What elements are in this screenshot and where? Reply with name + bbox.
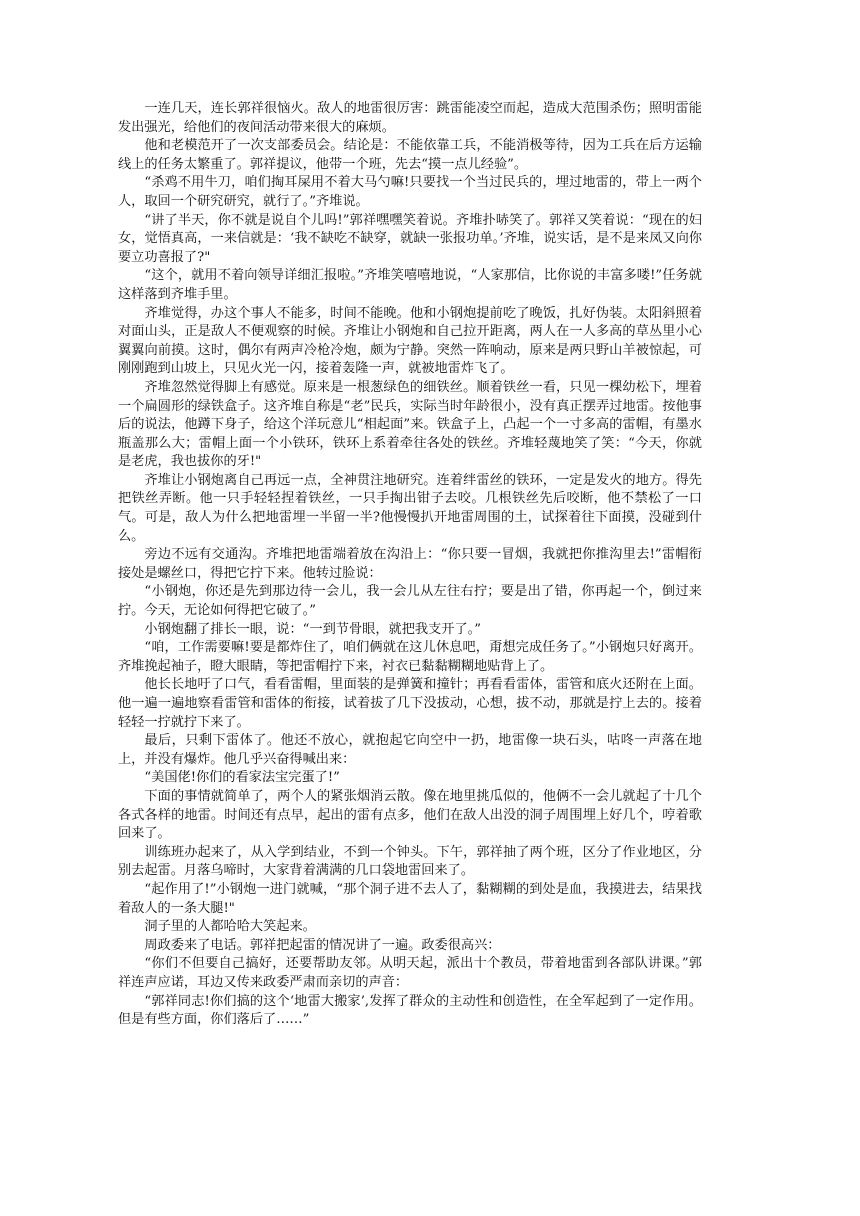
paragraph: “讲了半天，你不就是说自个儿吗!”郭祥嘿嘿笑着说。齐堆扑哧笑了。郭祥又笑着说：“现在的妇女，觉悟真高，一来信就是：‘我不缺吃不缺穿，就缺一张报功单。’齐堆，说实话，是不是来凤又向你要立功喜报了?" bbox=[118, 212, 702, 265]
paragraph: “杀鸡不用牛刀，咱们掏耳屎用不着大马勺嘛!只要找一个当过民兵的，埋过地雷的，带上一两个人，取回一个研究研究，就行了。”齐堆说。 bbox=[118, 175, 702, 209]
paragraph: “郭祥同志!你们搞的这个‘地雷大搬家’,发挥了群众的主动性和创造性，在全军起到了一定作用。但是有些方面，你们落后了……” bbox=[118, 993, 702, 1028]
paragraph: 他长长地吁了口气，看看雷帽，里面装的是弹簧和撞针；再看看雷体，雷管和底火还附在上面。他一遍一遍地察看雷管和雷体的衔接，试着拔了几下没拔动，心想，拔不动，那就是拧上去的。接着轻轻一拧就拧下来了。 bbox=[118, 677, 702, 730]
paragraph: 最后，只剩下雷体了。他还不放心，就抱起它向空中一扔，地雷像一块石头，咕咚一声落在地上，并没有爆炸。他几乎兴奋得喊出来： bbox=[118, 733, 702, 767]
paragraph: “你们不但要自己搞好，还要帮助友邻。从明天起，派出十个教员，带着地雷到各部队讲课。”郭祥连声应诺，耳边又传来政委严肃而亲切的声音： bbox=[118, 956, 702, 990]
paragraph: 一连几天，连长郭祥很恼火。敌人的地雷很厉害：跳雷能凌空而起，造成大范围杀伤；照明雷能发出强光，给他们的夜间活动带来很大的麻烦。 bbox=[118, 101, 702, 135]
paragraph: 齐堆让小钢炮离自己再远一点，全神贯注地研究。连着绊雷丝的铁环，一定是发火的地方。得先把铁丝弄断。他一只手轻轻捏着铁丝，一只手掏出钳子去咬。几根铁丝先后咬断，他不禁松了一口气。可是，敌人为什么把地雷埋一半留一半?他慢慢扒开地雷周围的土，试探着往下面摸，没碰到什么。 bbox=[118, 472, 702, 544]
paragraph: “这个，就用不着向领导详细汇报啦。”齐堆笑嘻嘻地说，“人家那信，比你说的丰富多喽!”任务就这样落到齐堆手里。 bbox=[118, 268, 702, 302]
paragraph: 齐堆觉得，办这个事人不能多，时间不能晚。他和小钢炮提前吃了晚饭，扎好伪装。太阳斜照着对面山头，正是敌人不便观察的时候。齐堆让小钢炮和自己拉开距离，两人在一人多高的草丛里小心翼翼向前摸。这时，偶尔有两声冷枪冷炮，颇为宁静。突然一阵响动，原来是两只野山羊被惊起，可刚刚跑到山坡上，只见火光一闪，接着轰隆一声，就被地雷炸飞了。 bbox=[118, 305, 702, 377]
paragraph: “咱，工作需要嘛!要是都炸住了，咱们俩就在这儿休息吧，甭想完成任务了。”小钢炮只好离开。齐堆挽起袖子，瞪大眼睛，等把雷帽拧下来，衬衣已黏黏糊糊地贴背上了。 bbox=[118, 640, 702, 674]
paragraph: “起作用了!”小钢炮一进门就喊，“那个洞子进不去人了，黏糊糊的到处是血，我摸进去，结果找着敌人的一条大腿!" bbox=[118, 881, 702, 916]
paragraph: 旁边不远有交通沟。齐堆把地雷端着放在沟沿上：“你只要一冒烟，我就把你推沟里去!”雷帽衔接处是螺丝口，得把它拧下来。他转过脸说： bbox=[118, 547, 702, 581]
paragraph: 周政委来了电话。郭祥把起雷的情况讲了一遍。政委很高兴： bbox=[144, 937, 501, 953]
article-body bbox=[118, 100, 702, 1030]
paragraph: 训练班办起来了，从入学到结业，不到一个钟头。下午，郭祥抽了两个班，区分了作业地区，分别去起雷。月落乌啼时，大家背着满满的几口袋地雷回来了。 bbox=[118, 844, 702, 879]
paragraph: 齐堆忽然觉得脚上有感觉。原来是一根葱绿色的细铁丝。顺着铁丝一看，只见一棵幼松下，埋着一个扁圆形的绿铁盒子。这齐堆自称是“老”民兵，实际当时年龄很小，没有真正摆弄过地雷。按他事后的说法，他蹲下身子，给这个洋玩意儿“相起面”来。铁盒子上，凸起一个一寸多高的雷帽，有墨水瓶盖那么大；雷帽上面一个小铁环，铁环上系着牵往各处的铁丝。齐堆轻蔑地笑了笑：“今天，你就是老虎，我也拔你的牙!" bbox=[118, 379, 702, 470]
paragraph: “美国佬!你们的看家法宝完蛋了!” bbox=[144, 770, 340, 786]
paragraph: 洞子里的人都哈哈大笑起来。 bbox=[144, 919, 316, 935]
paragraph: 下面的事情就简单了，两个人的紧张烟消云散。像在地里挑瓜似的，他俩不一会儿就起了十几个各式各样的地雷。时间还有点早，起出的雷有点多，他们在敌人出没的洞子周围埋上好几个，哼着歌回来了。 bbox=[118, 788, 702, 842]
paragraph: “小钢炮，你还是先到那边待一会儿，我一会儿从左往右拧；要是出了错，你再起一个，倒过来拧。今天，无论如何得把它破了。” bbox=[118, 584, 702, 619]
paragraph: 他和老模范开了一次支部委员会。结论是：不能依靠工兵，不能消极等待，因为工兵在后方运输线上的任务太繁重了。郭祥提议，他带一个班，先去“摸一点儿经验”。 bbox=[118, 138, 702, 172]
paragraph: 小钢炮翻了排长一眼，说：“一到节骨眼，就把我支开了。” bbox=[144, 621, 481, 637]
